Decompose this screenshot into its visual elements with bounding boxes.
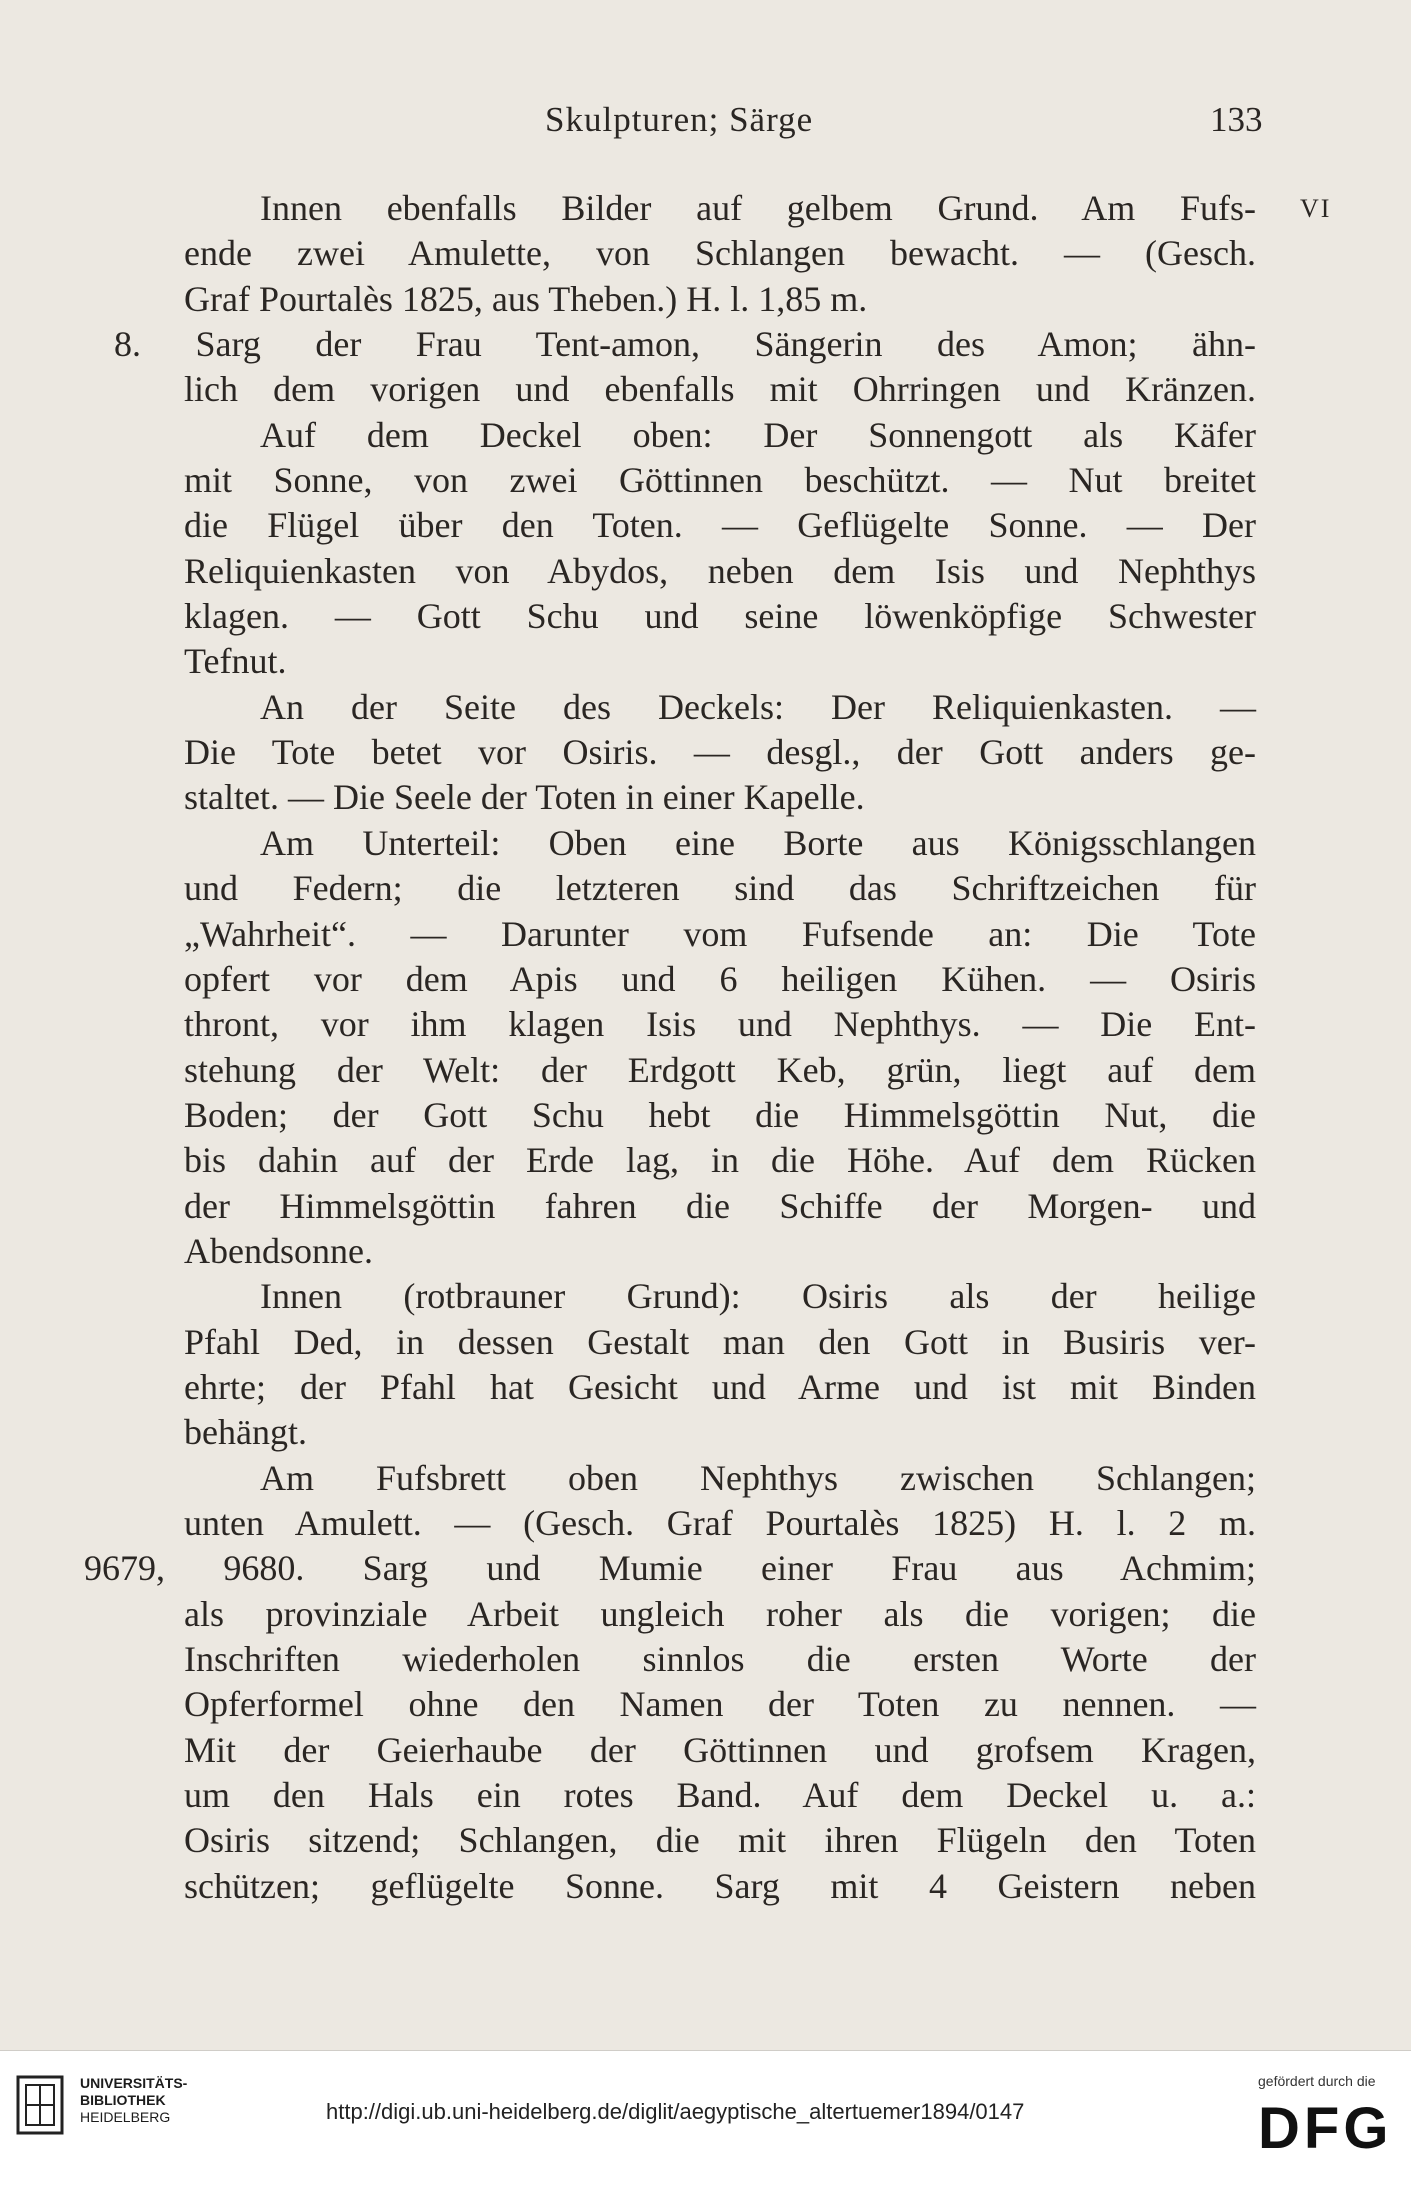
section-heading-line: Innen (rotbrauner Grund): Osiris als der heilige [260,1276,1256,1317]
text-line: Mit der Geierhaube der Göttinnen und grofsem Kragen, [184,1729,1256,1770]
text-line: opfert vor dem Apis und 6 heiligen Kühen. — Osiris [184,958,1256,999]
text-line: der Himmelsgöttin fahren die Schiffe der Morgen- und [184,1185,1256,1226]
text-line: lich dem vorigen und ebenfalls mit Ohrringen und Kränzen. [184,369,1256,410]
text-line: Pfahl Ded, in dessen Gestalt man den Gott in Busiris ver- [184,1321,1256,1362]
text-line: ehrte; der Pfahl hat Gesicht und Arme und ist mit Binden [184,1366,1256,1407]
permalink-url[interactable]: http://digi.ub.uni-heidelberg.de/diglit/aegyptische_altertuemer1894/0147 [326,2099,1025,2124]
library-name-line: BIBLIOTHEK [80,2092,166,2108]
text-line: thront, vor ihm klagen Isis und Nephthys. — Die Ent- [184,1004,1256,1045]
text-line: Inschriften wiederholen sinnlos die ersten Worte der [184,1639,1256,1679]
text-line: bis dahin auf der Erde lag, in die Höhe. Auf dem Rücken [184,1140,1256,1181]
text-line: Abendsonne. [184,1230,373,1271]
page-number: 133 [1210,100,1263,139]
text-line: unten Amulett. — (Gesch. Graf Pourtalès 1825) H. l. 2 m. [184,1502,1256,1543]
text-line: als provinziale Arbeit ungleich roher als die vorigen; die [184,1593,1256,1634]
text-line: klagen. — Gott Schu und seine löwenköpfige Schwester [184,596,1256,637]
section-heading-line: Am Unterteil: Oben eine Borte aus Königsschlangen [260,822,1256,863]
library-name-line: HEIDELBERG [80,2109,171,2125]
text-line: ende zwei Amulette, von Schlangen bewacht. — (Gesch. [184,233,1256,274]
text-line: Boden; der Gott Schu hebt die Himmelsgöttin Nut, die [184,1094,1256,1135]
library-name-line: UNIVERSITÄTS- [80,2075,188,2091]
body-text [84,186,1256,1909]
text-line: mit Sonne, von zwei Göttinnen beschützt. — Nut breitet [184,460,1256,501]
text-line: schützen; geflügelte Sonne. Sarg mit 4 Geistern neben [184,1865,1256,1906]
section-heading-line: Auf dem Deckel oben: Der Sonnengott als Käfer [260,414,1256,455]
dfg-logo: DFG [1258,2096,1393,2161]
text-line: Tefnut. [184,641,287,682]
text-line: behängt. [184,1412,307,1453]
text-line: die Flügel über den Toten. — Geflügelte Sonne. — Der [184,505,1256,546]
text-line: Reliquienkasten von Abydos, neben dem Isis und Nephthys [184,550,1256,591]
text-line: um den Hals ein rotes Band. Auf dem Deckel u. a.: [184,1775,1256,1816]
library-name [80,2075,187,2126]
text-line: Die Tote betet vor Osiris. — desgl., der Gott anders ge- [184,732,1256,773]
text-line: Graf Pourtalès 1825, aus Theben.) H. l. 1,85 m. [184,278,868,319]
section-heading-line: Am Fufsbrett oben Nephthys zwischen Schlangen; [260,1457,1256,1498]
text-line: stehung der Welt: der Erdgott Keb, grün, liegt auf dem [184,1049,1256,1090]
entry-heading-line: 9679, 9680. Sarg und Mumie einer Frau aus Achmim; [84,1548,1256,1589]
entry-heading-line: 8. Sarg der Frau Tent-amon, Sängerin des Amon; ähn- [114,324,1256,365]
text-line: staltet. — Die Seele der Toten in einer Kapelle. [184,777,865,818]
sponsor-caption: gefördert durch die [1258,2073,1376,2089]
section-heading-line: An der Seite des Deckels: Der Reliquienkasten. — [260,686,1256,727]
text-line: Innen ebenfalls Bilder auf gelbem Grund. Am Fufs- [260,188,1256,228]
university-seal-icon [12,2073,68,2137]
page-header [0,100,1411,150]
running-title: Skulpturen; Särge [545,100,814,139]
text-line: „Wahrheit“. — Darunter vom Fufsende an: Die Tote [184,913,1256,954]
text-line: und Federn; die letzteren sind das Schriftzeichen für [184,868,1256,909]
viewer-footer [0,2050,1411,2200]
margin-note: VI [1300,194,1332,223]
text-line: Opferformel ohne den Namen der Toten zu nennen. — [184,1684,1256,1725]
text-line: Osiris sitzend; Schlangen, die mit ihren Flügeln den Toten [184,1820,1256,1861]
